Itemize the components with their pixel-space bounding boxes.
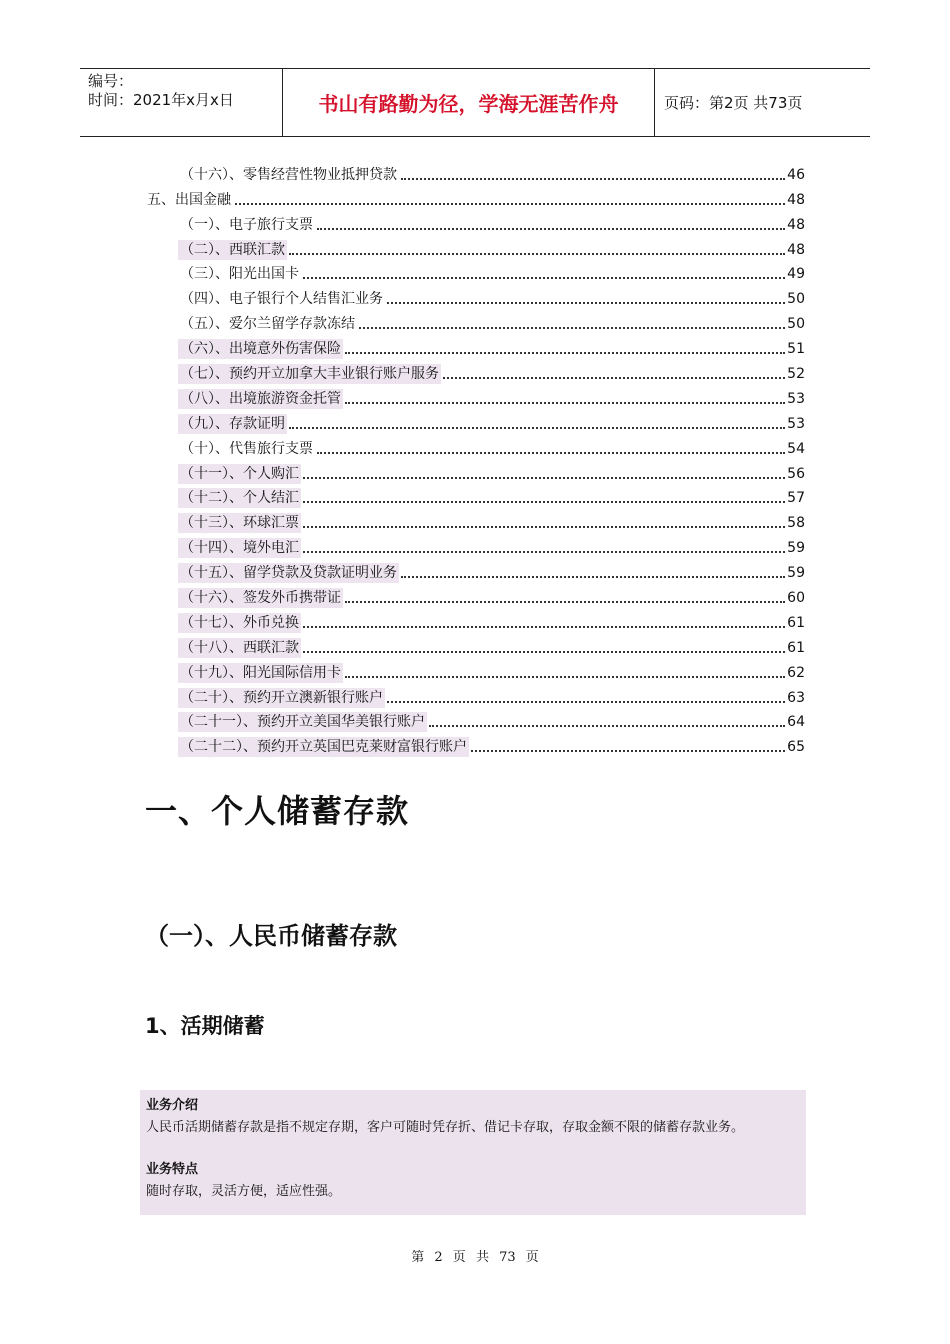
toc-entry-page: 64: [787, 714, 805, 731]
toc-dot-leader: [303, 625, 785, 628]
toc-dot-leader: [303, 550, 785, 553]
toc-dot-leader: [345, 401, 785, 404]
toc-entry-page: 50: [787, 316, 805, 333]
toc-entry-page: 61: [787, 639, 805, 656]
business-info-box: [140, 1090, 806, 1215]
subsection-heading: （一）、人民币储蓄存款: [145, 922, 397, 950]
toc-dot-leader: [303, 650, 785, 653]
toc-dot-leader: [317, 227, 785, 230]
toc-entry-page: 50: [787, 291, 805, 308]
toc-dot-leader: [303, 500, 785, 503]
toc-entry[interactable]: [145, 160, 805, 185]
page-footer: [0, 1246, 950, 1265]
toc-entry-label: （十八）、西联汇款: [180, 639, 299, 656]
toc-entry[interactable]: [145, 683, 805, 708]
toc-entry-page: 51: [787, 341, 805, 358]
header-page-info: 页码：第2页 共73页: [664, 94, 803, 112]
toc-entry-page: 52: [787, 366, 805, 383]
toc-entry-label: （三）、阳光出国卡: [180, 266, 299, 283]
toc-entry[interactable]: [145, 235, 805, 260]
toc-entry[interactable]: [145, 708, 805, 733]
toc-entry-label: （六）、出境意外伤害保险: [180, 341, 341, 358]
toc-dot-leader: [443, 376, 785, 379]
toc-entry-label: （二十二）、预约开立英国巴克莱财富银行账户: [180, 739, 467, 756]
toc-entry-label: （十三）、环球汇票: [180, 515, 299, 532]
item-heading: 1、活期储蓄: [145, 1014, 265, 1038]
toc-dot-leader: [429, 724, 785, 727]
toc-entry[interactable]: [145, 459, 805, 484]
toc-entry[interactable]: [145, 732, 805, 757]
toc-entry-label: （十四）、境外电汇: [180, 540, 299, 557]
toc-entry-page: 57: [787, 490, 805, 507]
toc-dot-leader: [401, 575, 785, 578]
toc-entry-page: 61: [787, 614, 805, 631]
toc-entry-label: （十五）、留学贷款及贷款证明业务: [180, 565, 397, 582]
toc-entry[interactable]: [145, 533, 805, 558]
toc-entry[interactable]: [145, 434, 805, 459]
toc-dot-leader: [289, 426, 785, 429]
footer-total: 73: [499, 1250, 516, 1265]
intro-title: 业务介绍: [146, 1098, 199, 1113]
toc-entry[interactable]: [145, 359, 805, 384]
toc-entry-page: 48: [787, 216, 805, 233]
header-meta: [80, 69, 283, 136]
toc-dot-leader: [387, 700, 785, 703]
toc-entry-page: 60: [787, 590, 805, 607]
intro-text: 人民币活期储蓄存款是指不规定存期，客户可随时凭存折、借记卡存取，存取金额不限的储蓄存款业务。: [146, 1120, 745, 1135]
footer-total-label: 共: [475, 1250, 489, 1265]
footer-total-unit: 页: [525, 1250, 539, 1265]
toc-entry-page: 46: [787, 166, 805, 183]
toc-entry[interactable]: [145, 633, 805, 658]
toc-entry-page: 48: [787, 191, 805, 208]
toc-entry-label: （七）、预约开立加拿大丰业银行账户服务: [180, 366, 439, 383]
toc-entry-label: （四）、电子银行个人结售汇业务: [180, 291, 383, 308]
toc-entry[interactable]: [145, 508, 805, 533]
toc-entry-label: （十九）、阳光国际信用卡: [180, 664, 341, 681]
toc-dot-leader: [345, 351, 785, 354]
toc-entry-page: 48: [787, 241, 805, 258]
toc-entry[interactable]: [145, 484, 805, 509]
toc-entry-label: （二）、西联汇款: [180, 241, 285, 258]
toc-entry-page: 65: [787, 739, 805, 756]
time-label: 时间：2021年x月x日: [88, 91, 234, 109]
toc-dot-leader: [303, 276, 785, 279]
toc-dot-leader: [303, 525, 785, 528]
page-header: [80, 68, 870, 137]
toc-entry-page: 56: [787, 465, 805, 482]
feature-title: 业务特点: [146, 1162, 199, 1177]
toc-entry-label: （一）、电子旅行支票: [180, 216, 313, 233]
number-label: 编号：: [88, 72, 134, 90]
toc-entry-page: 63: [787, 689, 805, 706]
toc-entry-label: （十六）、零售经营性物业抵押贷款: [180, 166, 397, 183]
footer-page-unit: 页: [452, 1250, 466, 1265]
footer-page-number: 2: [434, 1250, 443, 1265]
section-heading: 一、个人储蓄存款: [145, 792, 410, 830]
footer-first: 第: [411, 1250, 425, 1265]
toc-entry[interactable]: [145, 334, 805, 359]
toc-entry-label: 五、出国金融: [147, 191, 231, 208]
toc-dot-leader: [317, 451, 785, 454]
toc-entry-label: （十一）、个人购汇: [180, 465, 299, 482]
toc-entry-page: 53: [787, 415, 805, 432]
toc-entry[interactable]: [145, 309, 805, 334]
toc-entry-label: （十二）、个人结汇: [180, 490, 299, 507]
toc-entry[interactable]: [145, 210, 805, 235]
toc-entry-page: 58: [787, 515, 805, 532]
toc-dot-leader: [235, 202, 785, 205]
toc-entry-page: 59: [787, 565, 805, 582]
toc-entry[interactable]: [145, 658, 805, 683]
toc-entry[interactable]: [145, 558, 805, 583]
toc-dot-leader: [289, 252, 785, 255]
toc-entry-label: （八）、出境旅游资金托管: [180, 390, 341, 407]
toc-entry[interactable]: [145, 409, 805, 434]
toc-entry-page: 49: [787, 266, 805, 283]
toc-entry-label: （二十一）、预约开立美国华美银行账户: [180, 714, 425, 731]
toc-dot-leader: [359, 326, 785, 329]
toc-entry-label: （九）、存款证明: [180, 415, 285, 432]
toc-entry-label: （五）、爱尔兰留学存款冻结: [180, 316, 355, 333]
toc-entry-page: 59: [787, 540, 805, 557]
toc-entry[interactable]: [145, 284, 805, 309]
toc-entry[interactable]: [145, 384, 805, 409]
toc-dot-leader: [345, 600, 785, 603]
toc-entry-page: 54: [787, 440, 805, 457]
toc-dot-leader: [401, 177, 785, 180]
toc-entry-page: 62: [787, 664, 805, 681]
toc-dot-leader: [303, 476, 785, 479]
toc-entry[interactable]: [145, 583, 805, 608]
toc-entry-label: （十七）、外币兑换: [180, 614, 299, 631]
toc-entry-label: （二十）、预约开立澳新银行账户: [180, 689, 383, 706]
toc-entry-label: （十六）、签发外币携带证: [180, 590, 341, 607]
toc-entry-label: （十）、代售旅行支票: [180, 440, 313, 457]
toc-dot-leader: [345, 675, 785, 678]
toc-entry-page: 53: [787, 390, 805, 407]
feature-text: 随时存取，灵活方便，适应性强。: [146, 1184, 342, 1199]
toc-entry[interactable]: [145, 260, 805, 285]
toc-entry[interactable]: [145, 185, 805, 210]
toc-dot-leader: [387, 301, 785, 304]
toc-entry[interactable]: [145, 608, 805, 633]
toc-dot-leader: [471, 749, 785, 752]
header-motto: 书山有路勤为径，学海无涯苦作舟: [283, 69, 655, 136]
table-of-contents: [145, 160, 805, 757]
